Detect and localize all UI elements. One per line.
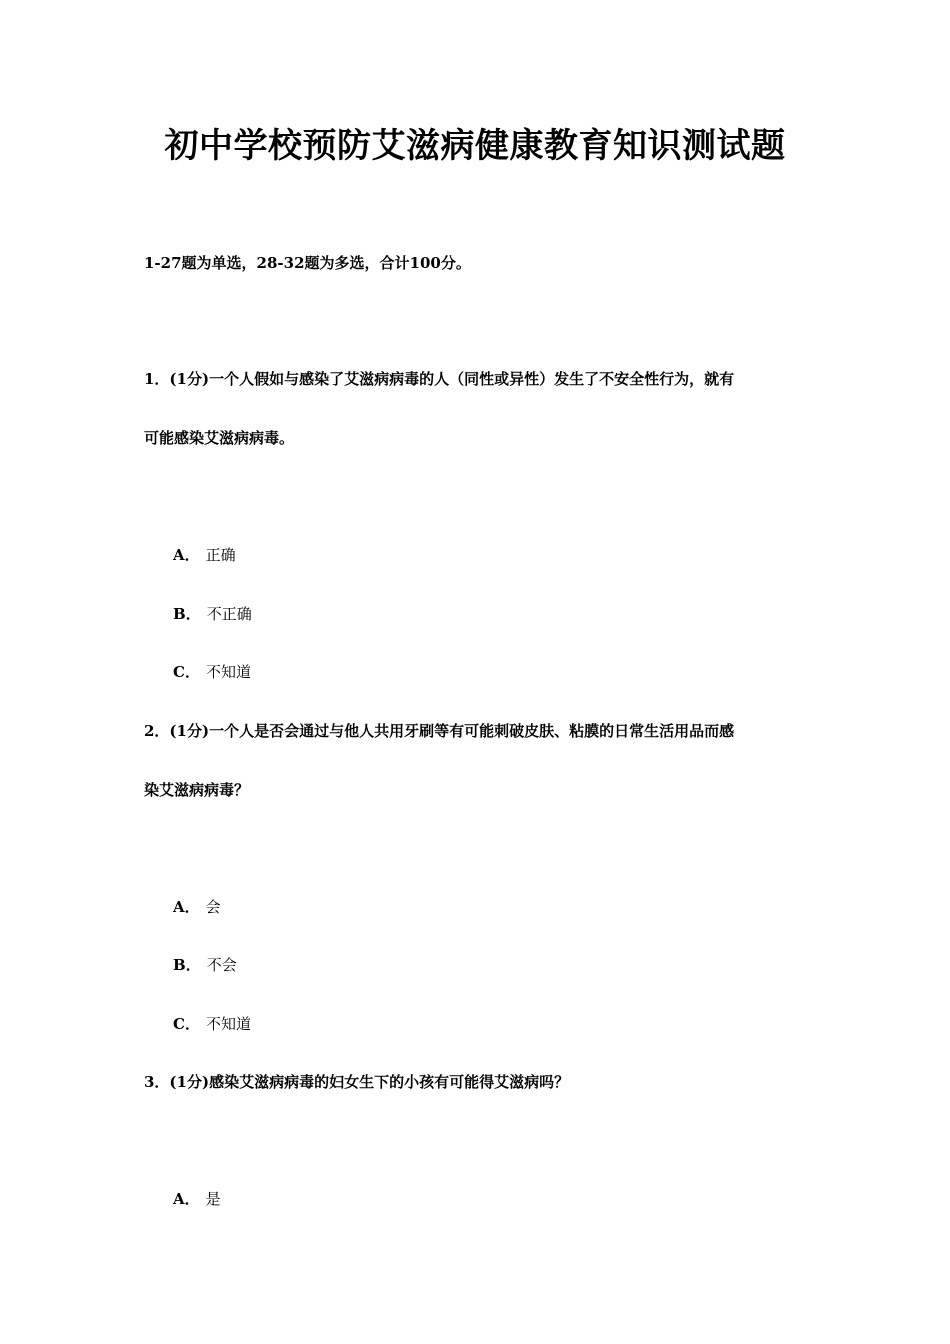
question-3-option-a[interactable]: A． 是 bbox=[173, 1190, 221, 1208]
question-2-option-c[interactable]: C． 不知道 bbox=[173, 1015, 251, 1033]
option-letter: C bbox=[173, 1015, 185, 1033]
option-letter: A bbox=[173, 1190, 185, 1208]
question-3-line-1: 3．(1分)感染艾滋病病毒的妇女生下的小孩有可能得艾滋病吗？ bbox=[144, 1073, 570, 1091]
question-2-option-a[interactable]: A． 会 bbox=[173, 898, 221, 916]
question-2-line-1: 2．(1分)一个人是否会通过与他人共用牙刷等有可能刺破皮肤、粘膜的日常生活用品而感 bbox=[144, 722, 735, 740]
instruction-text: 1-27题为单选，28-32题为多选，合计100分。 bbox=[144, 254, 471, 272]
question-1-line-2: 可能感染艾滋病病毒。 bbox=[144, 429, 295, 447]
option-letter: C bbox=[173, 663, 185, 681]
option-letter: A bbox=[173, 546, 185, 564]
question-1-line-1: 1．(1分)一个人假如与感染了艾滋病病毒的人（同性或异性）发生了不安全性行为，就有 bbox=[144, 370, 735, 388]
option-letter: A bbox=[173, 898, 185, 916]
option-text: 是 bbox=[205, 1190, 221, 1208]
question-2-line-2: 染艾滋病病毒？ bbox=[144, 781, 250, 799]
document-title: 初中学校预防艾滋病健康教育知识测试题 bbox=[164, 126, 786, 166]
option-text: 不正确 bbox=[206, 605, 252, 623]
question-2-option-b[interactable]: B． 不会 bbox=[173, 956, 237, 974]
question-1-option-a[interactable]: A． 正确 bbox=[173, 546, 236, 564]
question-1-option-c[interactable]: C． 不知道 bbox=[173, 663, 251, 681]
option-letter: B bbox=[173, 605, 186, 623]
option-letter: B bbox=[173, 956, 186, 974]
option-text: 不知道 bbox=[205, 1015, 251, 1033]
option-text: 不知道 bbox=[205, 663, 251, 681]
option-text: 正确 bbox=[205, 546, 236, 564]
option-text: 会 bbox=[205, 898, 221, 916]
question-1-option-b[interactable]: B． 不正确 bbox=[173, 605, 252, 623]
option-text: 不会 bbox=[206, 956, 237, 974]
